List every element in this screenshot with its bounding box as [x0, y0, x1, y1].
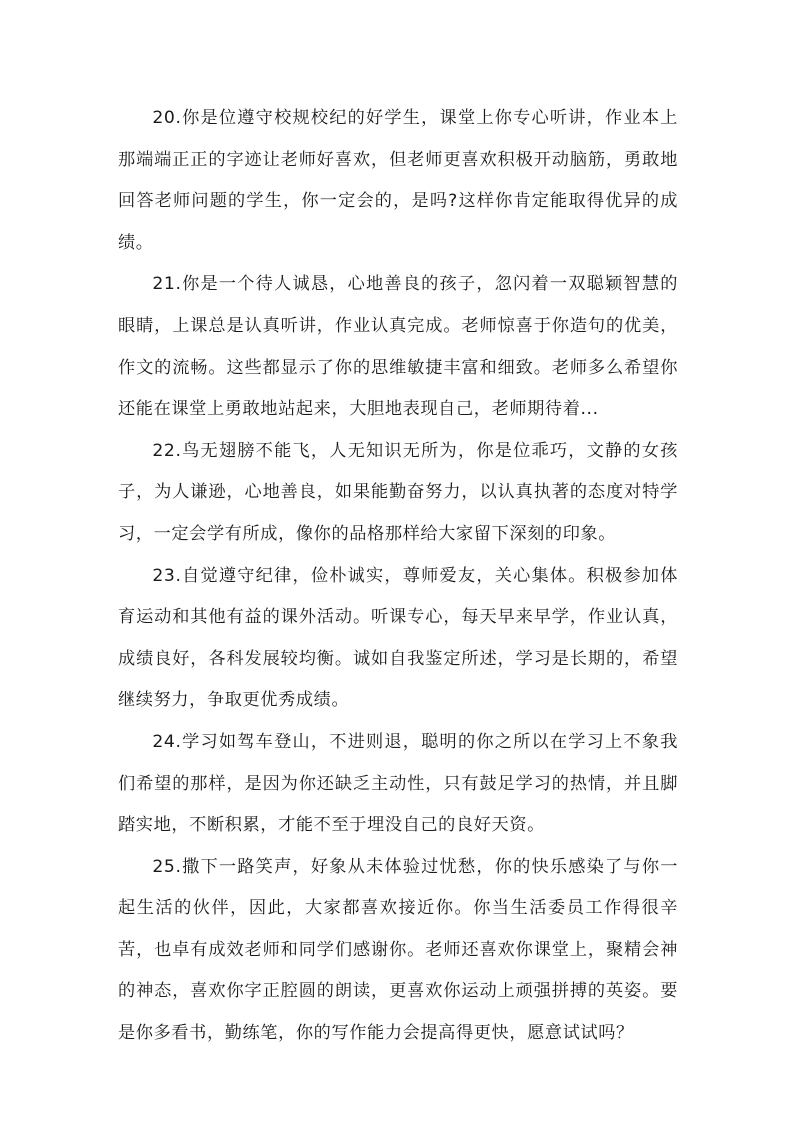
paragraph-24: 24.学习如驾车登山，不进则退，聪明的你之所以在学习上不象我们希望的那样，是因为你还缺乏主动性，只有鼓足学习的热情，并且脚踏实地，不断积累，才能不至于埋没自己的良好天资。 [118, 731, 678, 836]
paragraph-22: 22.鸟无翅膀不能飞，人无知识无所为，你是位乖巧，文静的女孩子，为人谦逊，心地善良，如果能勤奋努力，以认真执著的态度对特学习，一定会学有所成，像你的品格那样给大家留下深刻的印象。 [118, 440, 678, 544]
paragraph-21: 21.你是一个待人诚恳，心地善良的孩子，忽闪着一双聪颖智慧的眼睛，上课总是认真听讲，作业认真完成。老师惊喜于你造句的优美，作文的流畅。这些都显示了你的思维敏捷丰富和细致。老师多么希望你还能在课堂上勇敢地站起来，大胆地表现自己，老师期待着... [118, 274, 678, 420]
paragraph-20: 20.你是位遵守校规校纪的好学生，课堂上你专心听讲，作业本上那端端正正的字迹让老师好喜欢，但老师更喜欢积极开动脑筋，勇敢地回答老师问题的学生，你一定会的，是吗?这样你肯定能取得优异的成绩。 [118, 108, 678, 253]
document-body [118, 98, 678, 1055]
paragraph-25: 25.撒下一路笑声，好象从未体验过忧愁，你的快乐感染了与你一起生活的伙伴，因此，大家都喜欢接近你。你当生活委员工作得很辛苦，也卓有成效老师和同学们感谢你。老师还喜欢你课堂上，聚精会神的神态，喜欢你字正腔圆的朗读，更喜欢你运动上顽强拼搏的英姿。要是你多看书，勤练笔，你的写作能力会提高得更快，愿意试试吗？ [118, 856, 678, 1044]
paragraph-23: 23.自觉遵守纪律，俭朴诚实，尊师爱友，关心集体。积极参加体育运动和其他有益的课外活动。听课专心，每天早来早学，作业认真，成绩良好，各科发展较均衡。诚如自我鉴定所述，学习是长期的，希望继续努力，争取更优秀成绩。 [118, 565, 678, 711]
